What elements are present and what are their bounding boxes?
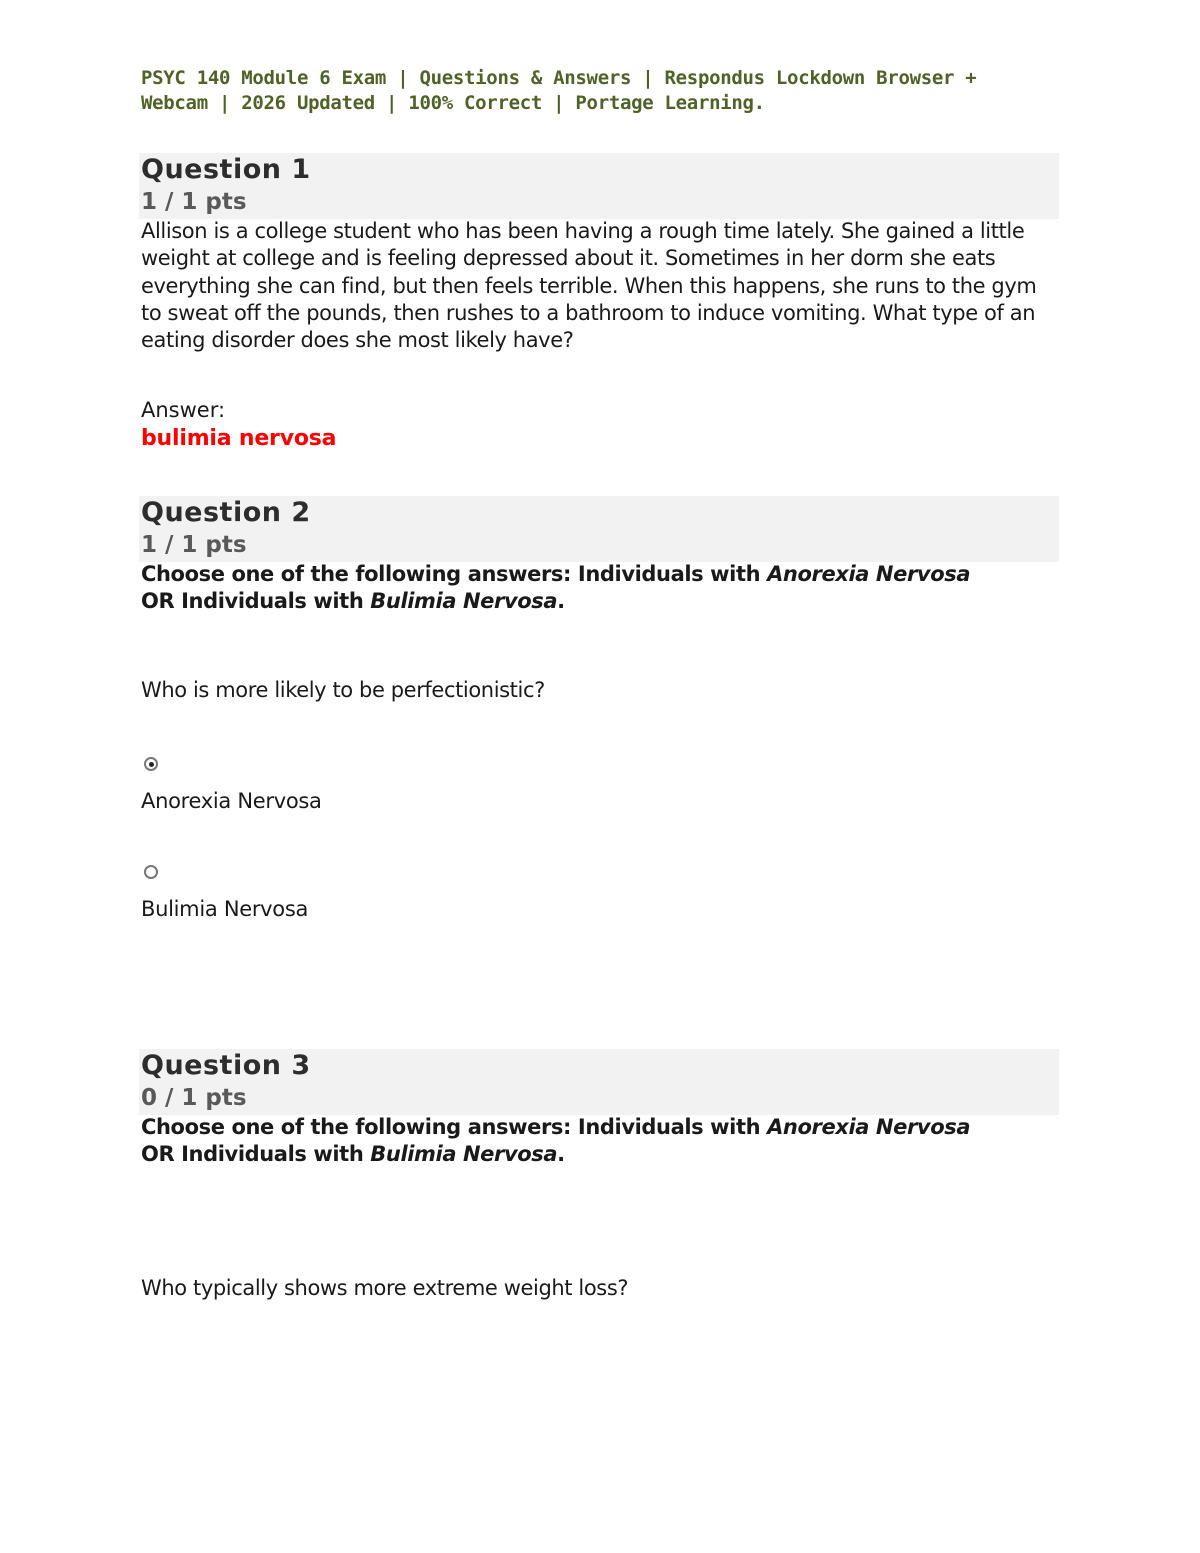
radio-bulimia-nervosa[interactable]	[144, 865, 158, 879]
instruction-suffix: .	[557, 589, 565, 614]
question-3-title: Question 3	[141, 1050, 311, 1081]
question-3-header	[139, 1049, 1059, 1115]
question-3-prompt: Who typically shows more extreme weight loss?	[141, 1276, 629, 1300]
question-2-title: Question 2	[141, 497, 311, 528]
question-1-text: Allison is a college student who has been having a rough time lately. She gained a little weight at college and is feeling depressed about it. Sometimes in her dorm she eats everything she can find, but then feels terrible. When this happens, she runs to the gym to sweat off the pounds, then rushes to a bathroom to induce vomiting. What type of an eating disorder does she most likely have?	[141, 219, 1037, 353]
instruction-prefix: Choose one of the following answers: Individuals with	[141, 562, 768, 586]
question-1-points: 1 / 1 pts	[141, 189, 247, 215]
instruction-term-bulimia: Bulimia Nervosa	[370, 1142, 558, 1167]
question-3-instruction	[141, 1114, 981, 1169]
question-1-header	[139, 153, 1059, 219]
question-1-title: Question 1	[141, 154, 311, 185]
answer-label: Answer:	[141, 398, 226, 422]
question-3-points: 0 / 1 pts	[141, 1085, 247, 1111]
instruction-term-bulimia: Bulimia Nervosa	[370, 589, 558, 614]
correct-answer: bulimia nervosa	[141, 426, 337, 451]
page-title: PSYC 140 Module 6 Exam | Questions & Answers | Respondus Lockdown Browser + Webcam | 2026 Updated | 100% Correct | Portage Learning.	[141, 67, 977, 114]
option-label-bulimia-nervosa: Bulimia Nervosa	[141, 897, 309, 921]
question-2-instruction	[141, 561, 981, 616]
instruction-prefix: Choose one of the following answers: Individuals with	[141, 1115, 768, 1139]
instruction-term-anorexia: Anorexia Nervosa	[767, 1115, 971, 1139]
question-2-header	[139, 496, 1059, 562]
instruction-mid: OR Individuals with	[141, 1142, 371, 1167]
question-2-points: 1 / 1 pts	[141, 532, 247, 558]
radio-anorexia-nervosa[interactable]	[144, 757, 158, 771]
instruction-suffix: .	[557, 1142, 565, 1167]
instruction-mid: OR Individuals with	[141, 589, 371, 614]
instruction-term-anorexia: Anorexia Nervosa	[767, 562, 971, 586]
option-label-anorexia-nervosa: Anorexia Nervosa	[141, 789, 322, 813]
question-2-prompt: Who is more likely to be perfectionistic?	[141, 678, 545, 702]
